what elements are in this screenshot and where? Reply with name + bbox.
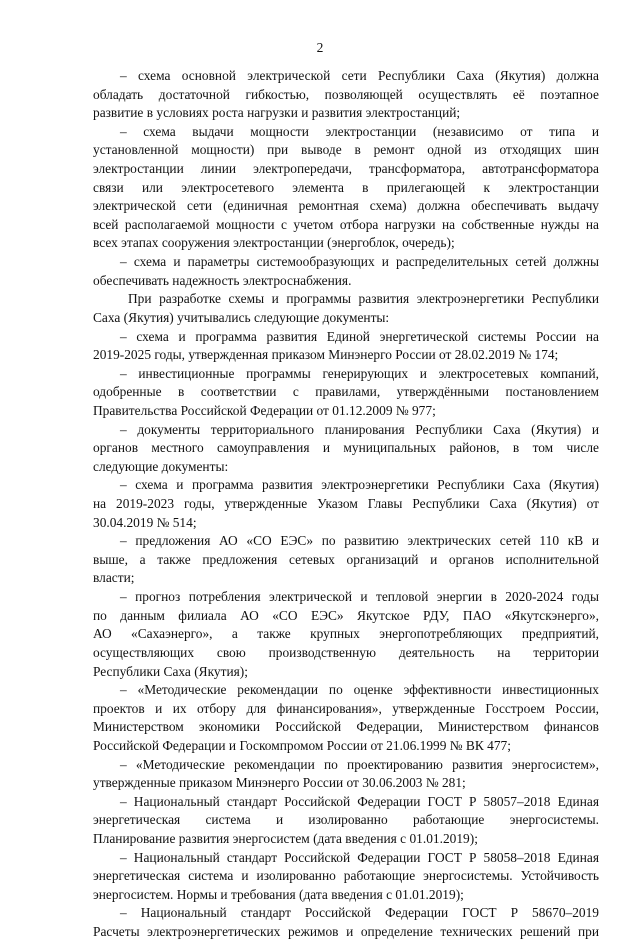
text-line: всей располагаемой мощности с учетом отбора нагрузки на собственные нужды на bbox=[93, 216, 599, 232]
text-line: выше, а также предложения сетевых организаций и органов исполнительной bbox=[93, 551, 599, 567]
text-line: обеспечивать надежность электроснабжения. bbox=[93, 272, 352, 288]
text-line: Планирование развития энергосистем (дата введения с 01.01.2019); bbox=[93, 830, 478, 846]
text-line: – Национальный стандарт Российской Федерации ГОСТ Р 58057–2018 Единая bbox=[120, 793, 599, 809]
text-line: следующие документы: bbox=[93, 458, 229, 474]
text-line: энергетическая система и изолированно работающие энергосистемы. Устойчивость bbox=[93, 868, 599, 884]
text-line: власти; bbox=[93, 570, 135, 586]
text-line: органов местного самоуправления и муниципальных районов, в том числе bbox=[93, 440, 599, 456]
body-text bbox=[93, 67, 599, 942]
text-line: – инвестиционные программы генерирующих и электросетевых компаний, bbox=[120, 365, 599, 381]
text-line: – прогноз потребления электрической и тепловой энергии в 2020-2024 годы bbox=[120, 589, 599, 605]
text-line: – «Методические рекомендации по проектированию развития энергосистем», bbox=[120, 756, 599, 772]
text-line: Российской Федерации и Госкомпромом России от 21.06.1999 № ВК 477; bbox=[93, 737, 511, 753]
text-line: Саха (Якутия) учитывались следующие документы: bbox=[93, 309, 390, 325]
text-line: по данным филиала АО «СО ЕЭС» Якутское РДУ, ПАО «Якутскэнерго», bbox=[93, 607, 599, 623]
text-line: – «Методические рекомендации по оценке эффективности инвестиционных bbox=[120, 682, 599, 698]
text-line: 30.04.2019 № 514; bbox=[93, 514, 197, 530]
text-line: проектов и их отбору для финансирования», утвержденные Госстроем России, bbox=[93, 700, 599, 716]
text-line: При разработке схемы и программы развития электроэнергетики Республики bbox=[128, 291, 599, 307]
text-line: связи или электросетевого элемента в прилегающей к электростанции bbox=[93, 179, 599, 195]
text-line: 2019-2025 годы, утвержденная приказом Минэнерго России от 28.02.2019 № 174; bbox=[93, 347, 559, 363]
text-line: утвержденные приказом Минэнерго России от 30.06.2003 № 281; bbox=[93, 775, 466, 791]
text-line: развитие в условиях роста нагрузки и развития электростанций; bbox=[93, 105, 461, 121]
text-line: Расчеты электроэнергетических режимов и определение технических решений при bbox=[93, 924, 599, 940]
text-line: – документы территориального планирования Республики Саха (Якутия) и bbox=[120, 421, 599, 437]
text-line: – Национальный стандарт Российской Федерации ГОСТ Р 58670–2019 bbox=[120, 905, 599, 921]
text-line: осуществляющих свою производственную деятельность на территории bbox=[93, 644, 599, 660]
text-line: – схема и параметры системообразующих и распределительных сетей должны bbox=[120, 254, 599, 270]
text-line: обладать достаточной гибкостью, позволяющей осуществлять её поэтапное bbox=[93, 86, 599, 102]
text-line: электростанции линии электропередачи, трансформатора, автотрансформатора bbox=[93, 161, 599, 177]
text-line: энергосистем. Нормы и требования (дата введения с 01.01.2019); bbox=[93, 886, 464, 902]
text-line: Республики Саха (Якутия); bbox=[93, 663, 248, 679]
text-line: установленной мощности) при выводе в ремонт одной из отходящих шин bbox=[93, 142, 599, 158]
text-line: на 2019-2023 годы, утвержденные Указом Главы Республики Саха (Якутия) от bbox=[93, 496, 599, 512]
text-line: энергетическая система и изолированно работающие энергосистемы. bbox=[93, 812, 599, 828]
text-line: электрической сети (единичная ремонтная схема) должна обеспечивать выдачу bbox=[93, 198, 599, 214]
text-line: АО «Сахаэнерго», а также крупных энергопотребляющих предприятий, bbox=[93, 626, 599, 642]
text-line: – схема и программа развития электроэнергетики Республики Саха (Якутия) bbox=[120, 477, 599, 493]
text-line: – Национальный стандарт Российской Федерации ГОСТ Р 58058–2018 Единая bbox=[120, 849, 599, 865]
text-line: Правительства Российской Федерации от 01.12.2009 № 977; bbox=[93, 402, 436, 418]
text-line: – схема выдачи мощности электростанции (независимо от типа и bbox=[120, 123, 599, 139]
text-line: – предложения АО «СО ЕЭС» по развитию электрических сетей 110 кВ и bbox=[120, 533, 599, 549]
text-line: одобренные в соответствии с правилами, утверждёнными постановлением bbox=[93, 384, 599, 400]
text-line: – схема основной электрической сети Республики Саха (Якутия) должна bbox=[120, 68, 599, 83]
text-line: всех этапах сооружения электростанции (энергоблок, очередь); bbox=[93, 235, 455, 251]
text-line: – схема и программа развития Единой энергетической системы России на bbox=[120, 328, 599, 344]
text-line: Министерством экономики Российской Федерации, Министерством финансов bbox=[93, 719, 599, 735]
page-number: 2 bbox=[316, 40, 324, 55]
